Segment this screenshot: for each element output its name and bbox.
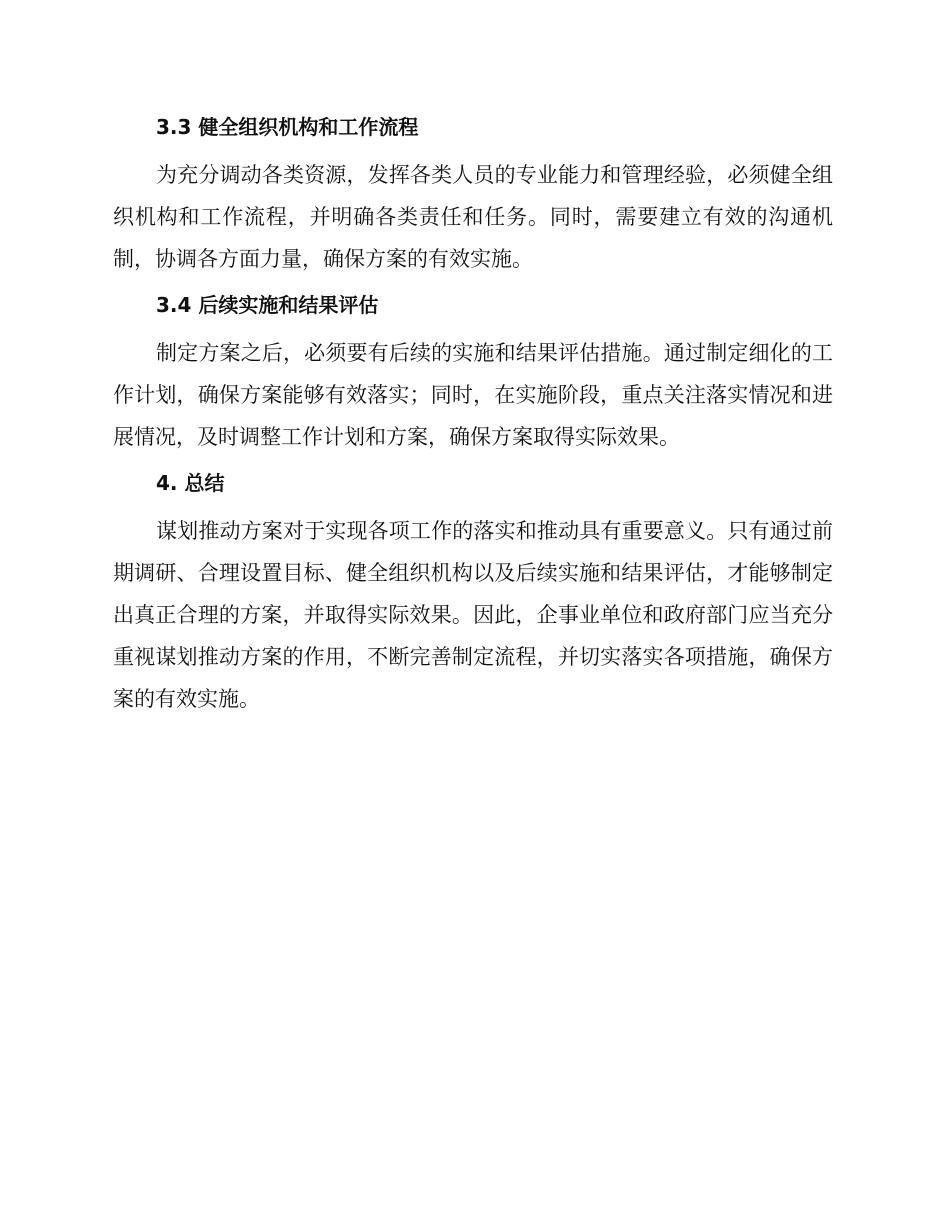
section-paragraph-summary: 谋划推动方案对于实现各项工作的落实和推动具有重要意义。只有通过前期调研、合理设置目标、健全组织机构以及后续实施和结果评估，才能够制定出真正合理的方案，并取得实际效果。因此，企事业单位和政府部门应当充分重视谋划推动方案的作用，不断完善制定流程，并切实落实各项措施，确保方案的有效实施。 bbox=[113, 519, 833, 711]
document-body bbox=[113, 108, 833, 720]
section-paragraph-3-3: 为充分调动各类资源，发挥各类人员的专业能力和管理经验，必须健全组织机构和工作流程，并明确各类责任和任务。同时，需要建立有效的沟通机制，协调各方面力量，确保方案的有效实施。 bbox=[113, 163, 833, 271]
section-heading-summary: 4. 总结 bbox=[156, 471, 225, 495]
section-heading-3-4: 3.4 后续实施和结果评估 bbox=[156, 293, 379, 317]
section-paragraph-3-4: 制定方案之后，必须要有后续的实施和结果评估措施。通过制定细化的工作计划，确保方案能够有效落实；同时，在实施阶段，重点关注落实情况和进展情况，及时调整工作计划和方案，确保方案取得实际效果。 bbox=[113, 341, 833, 449]
section-heading-3-3: 3.3 健全组织机构和工作流程 bbox=[156, 115, 419, 139]
